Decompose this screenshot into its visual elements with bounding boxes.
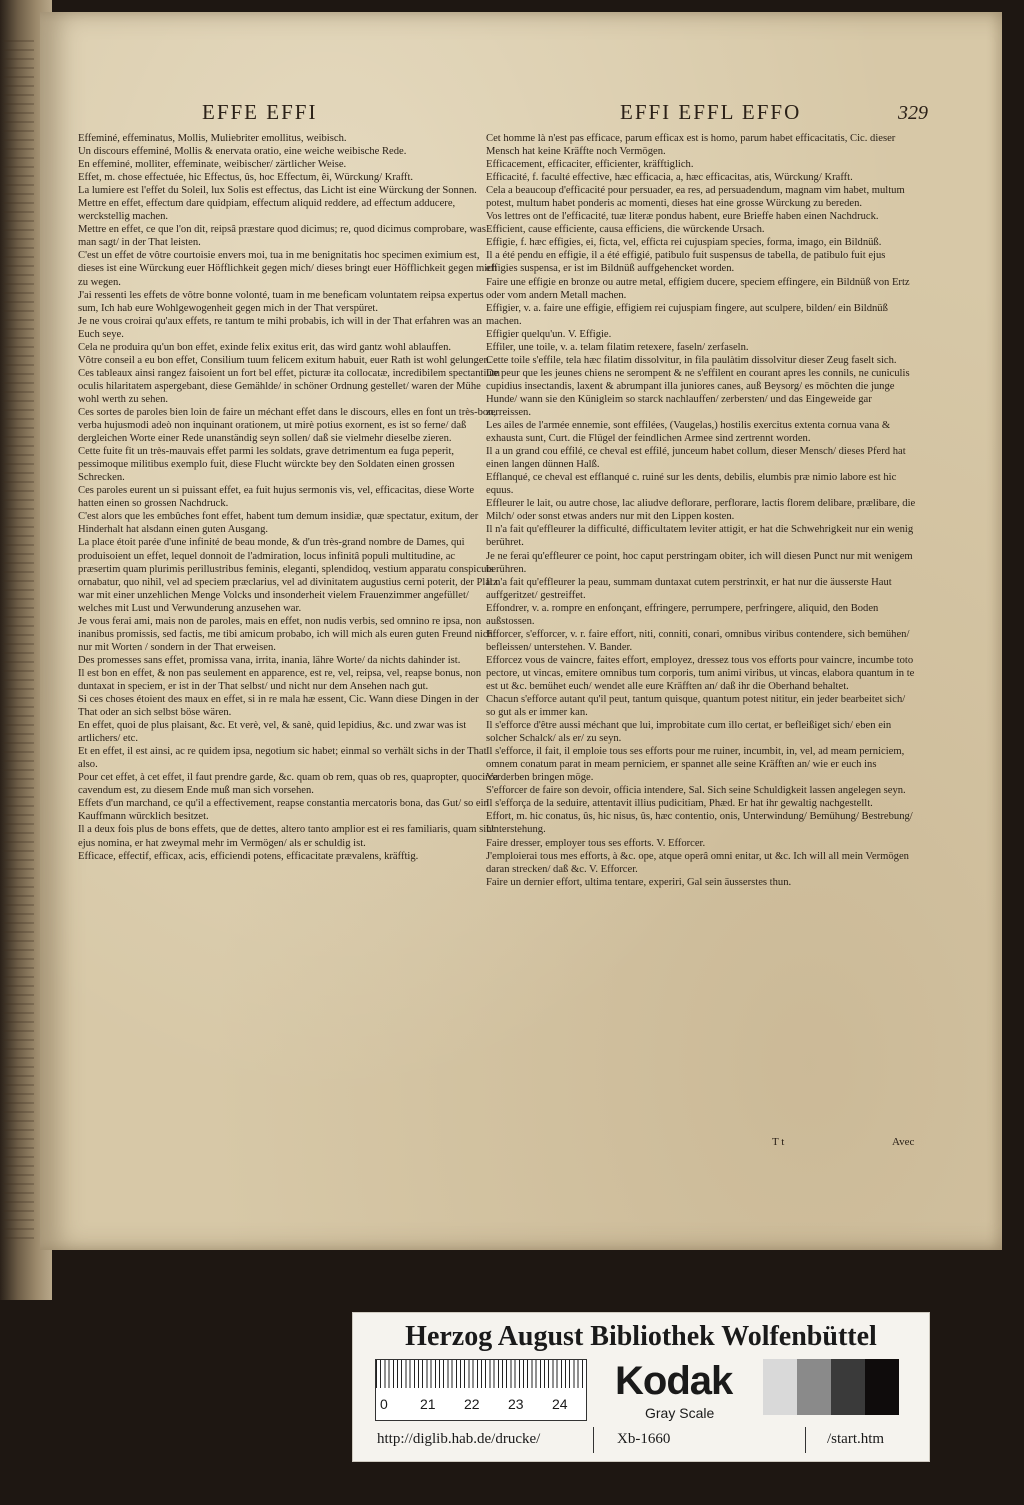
dictionary-entry: Vos lettres ont de l'efficacité, tuæ literæ pondus habent, eure Brieffe haben einen Nachdruck. — [486, 211, 879, 223]
gray-swatch — [763, 1359, 797, 1415]
dictionary-entry: Il a un grand cou effilé, ce cheval est effilé, junceum habet collum, dieser Mensch/ dieses Pferd hat einen langen dünnen Halß. — [486, 446, 906, 471]
dictionary-entry: Cette toile s'effile, tela hæc filatim dissolvitur, in fila paulàtim dissolvitur dieser Zeug faselt sich. — [486, 354, 897, 366]
start-link[interactable]: /start.htm — [827, 1431, 885, 1447]
kodak-logo: Kodak — [615, 1359, 733, 1403]
dictionary-entry: Chacun s'efforce autant qu'il peut, tantum quisque, quantum potest nititur, ein jeder bearbeitet sich/ so gut als er immer kan. — [486, 694, 906, 719]
dictionary-entry: Pour cet effet, à cet effet, il faut prendre garde, &c. quam ob rem, quas ob res, quapropter, quocirca cavendum est, zu diesem Ende muß man sich vorsehen. — [78, 772, 499, 797]
dictionary-entry: Je vous ferai ami, mais non de paroles, mais en effet, non nudis verbis, sed omnino re ipsa, non inanibus promissis, sed factis, me tibi amicum probabo, ich will mich als euren guten Freund nicht nur mit Worten / sondern in der That erweisen. — [78, 615, 496, 653]
dictionary-entry: Des promesses sans effet, promissa vana, irrita, inania, lähre Worte/ da nichts dahinder ist. — [78, 654, 461, 666]
gray-swatch — [831, 1359, 865, 1415]
dictionary-entry: Effort, m. hic conatus, ûs, hic nisus, ûs, hæc contentio, onis, Unterwindung/ Bemühung/ Bestrebung/ Unterstehung. — [486, 811, 913, 836]
dictionary-entry: Il a été pendu en effigie, il a été effigié, patibulo fuit suspensus de tabella, de patibulo fuit ejus effigies suspensa, er ist im Bildnüß auffgehencket worden. — [486, 250, 886, 275]
scale-number: 0 — [380, 1396, 388, 1412]
dictionary-entry: Il a deux fois plus de bons effets, que de dettes, altero tanto amplior est ei res familiaris, quam sint ejus nomina, er hat zweymal mehr im Vermögen/ als er schuldig ist. — [78, 824, 495, 849]
scale-number: 22 — [464, 1396, 480, 1412]
dictionary-entry: Si ces choses étoient des maux en effet, si in re mala hæ essent, Cic. Wann diese Dingen in der That oder an sich selbst böse wären. — [78, 694, 479, 719]
dictionary-entry: Ces paroles eurent un si puissant effet, ea fuit hujus sermonis vis, vel, efficacitas, diese Worte hatten einen so grossen Nachdruck. — [78, 485, 475, 510]
catchword: Avec — [892, 1136, 915, 1148]
dictionary-entry: Effet, m. chose effectuée, hic Effectus, ûs, hoc Effectum, êi, Würckung/ Krafft. — [78, 172, 414, 184]
ruler-scale — [375, 1359, 587, 1421]
shelfmark: Xb-1660 — [617, 1431, 671, 1447]
spine-bleed-through — [4, 40, 34, 1240]
dictionary-entry: Efficacement, efficaciter, efficienter, kräfftiglich. — [486, 159, 694, 171]
header-right-guide: EFFI EFFL EFFO — [620, 100, 802, 124]
source-url[interactable]: http://diglib.hab.de/drucke/ — [377, 1431, 541, 1447]
dictionary-entry: Faire un dernier effort, ultima tentare, experiri, Gal sein äusserstes thun. — [486, 876, 792, 888]
dictionary-entry: C'est un effet de vôtre courtoisie envers moi, tua in me benignitatis hoc specimen eximium est, dieses ist eine Würckung euer Höfflichkeit gegen mich/ dieses bringt euer Höfflichkeit gegen mich zu wegen. — [78, 250, 498, 288]
signature-mark: T t — [772, 1136, 785, 1148]
dictionary-entry: Cela ne produira qu'un bon effet, exinde felix exitus erit, das wird gantz wohl ablauffen. — [78, 341, 452, 353]
dictionary-entry: Efforcer, s'efforcer, v. r. faire effort, niti, conniti, conari, omnibus viribus contendere, sich bemühen/ befleissen/ unterstehen. V. Bander. — [486, 628, 910, 653]
dictionary-entry: Il s'efforça de la seduire, attentavit illius pudicitiam, Phæd. Er hat ihr gewaltig nachgestellt. — [486, 798, 873, 810]
running-header — [40, 100, 1002, 132]
dictionary-entry: Effondrer, v. a. rompre en enfonçant, effringere, perrumpere, perfringere, aliquid, den Boden außstossen. — [486, 602, 879, 627]
gray-scale-label: Gray Scale — [645, 1405, 715, 1421]
dictionary-entry: Faire une effigie en bronze ou autre metal, effigiem ducere, speciem effingere, ein Bildnüß von Ertz oder vom andern Metall machen. — [486, 276, 910, 301]
dictionary-entry: Il est bon en effet, & non pas seulement en apparence, est re, vel, reipsa, vel, reapse bonus, non duntaxat in speciem, er ist in der That selbst/ und nicht nur dem Ansehen nach gut. — [78, 667, 482, 692]
gray-swatch — [797, 1359, 831, 1415]
scale-number: 23 — [508, 1396, 524, 1412]
dictionary-entry: Cette fuite fit un très-mauvais effet parmi les soldats, grave detrimentum ea fuga peperit, pessimoque militibus exemplo fuit, diese Flucht würckte bey den Soldaten einen grossen Schrecken. — [78, 446, 455, 484]
dictionary-entry: Effigier, v. a. faire une effigie, effigiem rei cujuspiam fingere, aut sculpere, bilden/ ein Bildnüß machen. — [486, 302, 888, 327]
dictionary-entry: Les ailes de l'armée ennemie, sont effilées, (Vaugelas,) hostilis exercitus extenta cornua vana & exhausta sunt, Curt. die Flügel der feindlichen Armee sind zertrennt worden. — [486, 420, 891, 445]
dictionary-entry: J'ai ressenti les effets de vôtre bonne volonté, tuam in me beneficam voluntatem reipsa expertus sum, Ich hab eure Wohlgewogenheit gegen mich in der That verspüret. — [78, 289, 484, 314]
ruler-ticks — [376, 1360, 586, 1388]
dictionary-entry: Effigie, f. hæc effigies, ei, ficta, vel, efficta rei cujuspiam species, forma, imago, ein Bildnüß. — [486, 237, 882, 249]
dictionary-entry: Il s'efforce d'être aussi méchant que lui, improbitate cum illo certat, er befleißiget sich/ eben ein solcher Schalck/ als er/ zu seyn. — [486, 720, 892, 745]
dictionary-entry: Effiler, une toile, v. a. telam filatim retexere, faseln/ zerfaseln. — [486, 341, 749, 353]
page-number: 329 — [898, 102, 928, 124]
dictionary-entry: Effigier quelqu'un. V. Effigie. — [486, 328, 612, 340]
dictionary-entry: Efflanqué, ce cheval est efflanqué c. ruiné sur les dents, debilis, elumbis præ nimio labore est hic equus. — [486, 472, 897, 497]
dictionary-entry: Efficacité, f. faculté effective, hæc efficacia, a, hæc efficacitas, atis, Würckung/ Krafft. — [486, 172, 853, 184]
library-label-card — [352, 1312, 930, 1462]
dictionary-entry: Un discours effeminé, Mollis & enervata oratio, eine weiche weibische Rede. — [78, 146, 407, 158]
dictionary-entry: Ces tableaux ainsi rangez faisoient un fort bel effet, picturæ ita collocatæ, incredibilem spectantium oculis hilaritatem aspergebant, diese Gemählde/ in schöner Ordnung gestellet/ waren der Mühe wohl werth zu sehen. — [78, 367, 500, 405]
dictionary-entry: Effeminé, effeminatus, Mollis, Muliebriter emollitus, weibisch. — [78, 133, 347, 144]
dictionary-entry: Effleurer le lait, ou autre chose, lac aliudve deflorare, perflorare, lactis florem delibare, prælibare, die Milch/ oder sonst etwas anders nur mit den Lippen kosten. — [486, 498, 916, 523]
dictionary-entry: Je ne ferai qu'effleurer ce point, hoc caput perstringam obiter, ich will diesen Punct nur mit wenigem berühren. — [486, 550, 913, 575]
gray-swatch — [865, 1359, 899, 1415]
dictionary-entry: Ces sortes de paroles bien loin de faire un méchant effet dans le discours, elles en font un très-bon, verba hujusmodi adeò non inquinant orationem, ut mirè potius exornent, es ist so ferne/ daß dergleichen Worte einer Rede unanständig seyn sollen/ daß sie vielmehr dieselbe zieren. — [78, 406, 497, 445]
dictionary-page — [40, 12, 1002, 1250]
dictionary-entry: En effeminé, molliter, effeminate, weibischer/ zärtlicher Weise. — [78, 159, 347, 171]
dictionary-entry: Mettre en effet, ce que l'on dit, reipsâ præstare quod dicimus; re, quod dicimus comprobare, was man sagt/ in der That leisten. — [78, 224, 486, 249]
dictionary-entry: Efforcez vous de vaincre, faites effort, employez, dressez tous vos efforts pour vaincre, incumbe toto pectore, ut vincas, emitere omnibus tum corporis, tum animi viribus, ut vincas, elabora quantum in te est ut &c. bemühet euch/ wendet alle eure Kräfften an/ daß ihr die Oberhand behaltet. — [486, 654, 915, 692]
right-column — [486, 132, 916, 889]
dictionary-entry: Cet homme là n'est pas efficace, parum efficax est is homo, parum habet efficacitatis, Cic. dieser Mensch hat keine Kräffte noch Vermögen. — [486, 133, 896, 158]
dictionary-entry: Je ne vous croirai qu'aux effets, re tantum te mihi probabis, ich will in der That erfahren was an Euch seye. — [78, 315, 482, 340]
dictionary-entry: Efficace, effectif, efficax, acis, efficiendi potens, efficacitate prævalens, kräfftig. — [78, 850, 419, 862]
dictionary-entry: Et en effet, il est ainsi, ac re quidem ipsa, negotium sic habet; einmal so verhält sichs in der That also. — [78, 746, 487, 771]
left-column — [78, 132, 500, 863]
library-title: Herzog August Bibliothek Wolfenbüttel — [405, 1321, 877, 1352]
header-left-guide: EFFE EFFI — [202, 100, 318, 124]
dictionary-entry: Il s'efforce, il fait, il emploie tous ses efforts pour me ruiner, incumbit, in, vel, ad meam perniciem, omnem conatum parat in meam perniciem, er spannet alle seine Kräfften an/ wie er euch ins Verderben bringen möge. — [486, 746, 905, 784]
scale-number: 21 — [420, 1396, 436, 1412]
dictionary-entry: La place étoit parée d'une infinité de beau monde, & d'un très-grand nombre de Dames, qui produisoient un effet, lequel donnoit de l'admiration, locus infinitâ populi multitudine, ac præsertim quam plurimis perillustribus feminis, eleganti, splendidoq, vestium apparatu conspicuis ornabatur, quo nihil, vel ad speciem præclarius, vel ad divinitatem augustius cerni poterit, der Platz war mit einer unzehlichen Menge Volcks und insonderheit vielem Frauenzimmer angefüllet/ welches mit Lust und Verwunderung anzusehen war. — [78, 537, 498, 614]
dictionary-entry: C'est alors que les embûches font effet, habent tum demum insidiæ, quæ spectatur, exitum, der Hinderhalt hat alsdann einen guten Ausgang. — [78, 511, 479, 536]
divider — [805, 1427, 806, 1453]
dictionary-entry: Effets d'un marchand, ce qu'il a effectivement, reapse constantia mercatoris bona, das Gut/ so ein Kauffmann würcklich besitzet. — [78, 798, 489, 823]
dictionary-entry: Efficient, cause efficiente, causa efficiens, die würckende Ursach. — [486, 224, 765, 236]
dictionary-entry: En effet, quoi de plus plaisant, &c. Et verè, vel, & sanè, quid lepidius, &c. und zwar was ist artlichers/ etc. — [78, 720, 467, 745]
dictionary-entry: Cela a beaucoup d'efficacité pour persuader, ea res, ad persuadendum, magnam vim habet, multum potest, multum habet ponderis ac momenti, dieses hat eine grosse Würckung zu bereden. — [486, 185, 905, 210]
dictionary-entry: Mettre en effet, effectum dare quidpiam, effectum aliquid reddere, ad effectum adducere, werckstellig machen. — [78, 198, 456, 223]
divider — [593, 1427, 594, 1453]
dictionary-entry: De peur que les jeunes chiens ne serompent & ne s'effilent en courant apres les connils, ne cuniculis cupidius insectandis, laxent & abrumpant illa juniores canes, auß Beysorg/ es möchten die junge Hunde/ wann sie den Künigleim so starck nachlauffen/ zerbersten/ und das Eingeweide gar zerreissen. — [486, 367, 910, 418]
dictionary-entry: Il n'a fait qu'effleurer la peau, summam duntaxat cutem perstrinxit, er hat nur die äusserste Haut auffgeritzet/ gestreiffet. — [486, 576, 892, 601]
dictionary-entry: Vôtre conseil a eu bon effet, Consilium tuum felicem exitum habuit, euer Rath ist wohl gelungen. — [78, 354, 492, 366]
scale-number: 24 — [552, 1396, 568, 1412]
dictionary-entry: Il n'a fait qu'effleurer la difficulté, difficultatem leviter attigit, er hat die Schwehrigkeit nur ein wenig berühret. — [486, 524, 914, 549]
dictionary-entry: S'efforcer de faire son devoir, officia intendere, Sal. Sich seine Schuldigkeit lassen angelegen seyn. — [486, 785, 906, 797]
dictionary-entry: La lumiere est l'effet du Soleil, lux Solis est effectus, das Licht ist eine Würckung der Sonnen. — [78, 185, 477, 197]
dictionary-entry: Faire dresser, employer tous ses efforts. V. Efforcer. — [486, 837, 706, 849]
dictionary-entry: J'emploierai tous mes efforts, à &c. ope, atque operâ omni enitar, ut &c. Ich will all mein Vermögen daran strecken/ daß &c. V. Efforcer. — [486, 850, 909, 875]
